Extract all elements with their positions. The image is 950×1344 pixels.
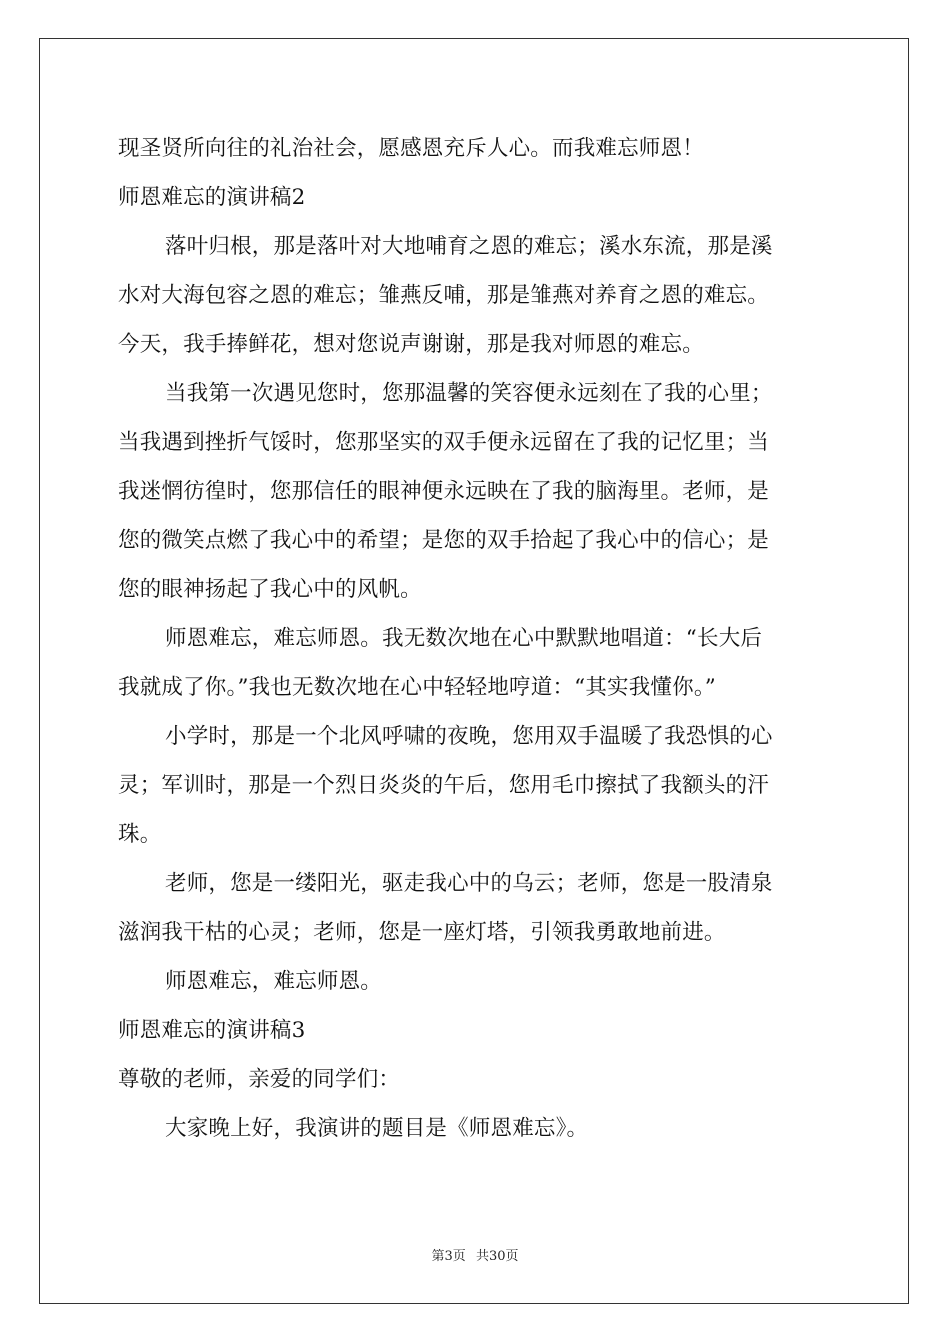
text-line: 水对大海包容之恩的难忘；雏燕反哺，那是雏燕对养育之恩的难忘。 (118, 283, 770, 308)
page-number: 第3页 (431, 1249, 466, 1264)
page-total: 共30页 (475, 1249, 519, 1264)
document-body (118, 124, 834, 1153)
text-line: 我迷惘彷徨时，您那信任的眼神便永远映在了我的脑海里。老师，是 (118, 479, 770, 504)
text-line: 您的微笑点燃了我心中的希望；是您的双手拾起了我心中的信心；是 (118, 528, 770, 553)
text-line: 师恩难忘，难忘师恩。 (165, 969, 383, 994)
text-line: 当我遇到挫折气馁时，您那坚实的双手便永远留在了我的记忆里；当 (118, 430, 770, 455)
salutation: 尊敬的老师，亲爱的同学们： (118, 1067, 401, 1092)
text-line: 珠。 (118, 822, 162, 847)
text-line: 小学时，那是一个北风呼啸的夜晚，您用双手温暖了我恐惧的心 (165, 724, 773, 749)
text-line: 灵；军训时，那是一个烈日炎炎的午后，您用毛巾擦拭了我额头的汗 (118, 773, 770, 798)
section-heading: 师恩难忘的演讲稿2 (118, 185, 306, 210)
section-heading: 师恩难忘的演讲稿3 (118, 1018, 306, 1043)
text-line: 大家晚上好，我演讲的题目是《师恩难忘》。 (165, 1116, 589, 1141)
text-line: 今天，我手捧鲜花，想对您说声谢谢，那是我对师恩的难忘。 (118, 332, 704, 357)
text-line: 滋润我干枯的心灵；老师，您是一座灯塔，引领我勇敢地前进。 (118, 920, 726, 945)
text-line: 当我第一次遇见您时，您那温馨的笑容便永远刻在了我的心里； (165, 381, 773, 406)
page-footer (0, 1245, 950, 1264)
text-line: 现圣贤所向往的礼治社会，愿感恩充斥人心。而我难忘师恩！ (118, 136, 704, 161)
text-line: 师恩难忘，难忘师恩。我无数次地在心中默默地唱道：“长大后 (165, 626, 763, 651)
text-line: 您的眼神扬起了我心中的风帆。 (118, 577, 422, 602)
text-line: 老师，您是一缕阳光，驱走我心中的乌云；老师，您是一股清泉 (165, 871, 773, 896)
text-line: 落叶归根，那是落叶对大地哺育之恩的难忘；溪水东流，那是溪 (165, 234, 773, 259)
text-line: 我就成了你。”我也无数次地在心中轻轻地哼道：“其实我懂你。” (118, 675, 716, 700)
